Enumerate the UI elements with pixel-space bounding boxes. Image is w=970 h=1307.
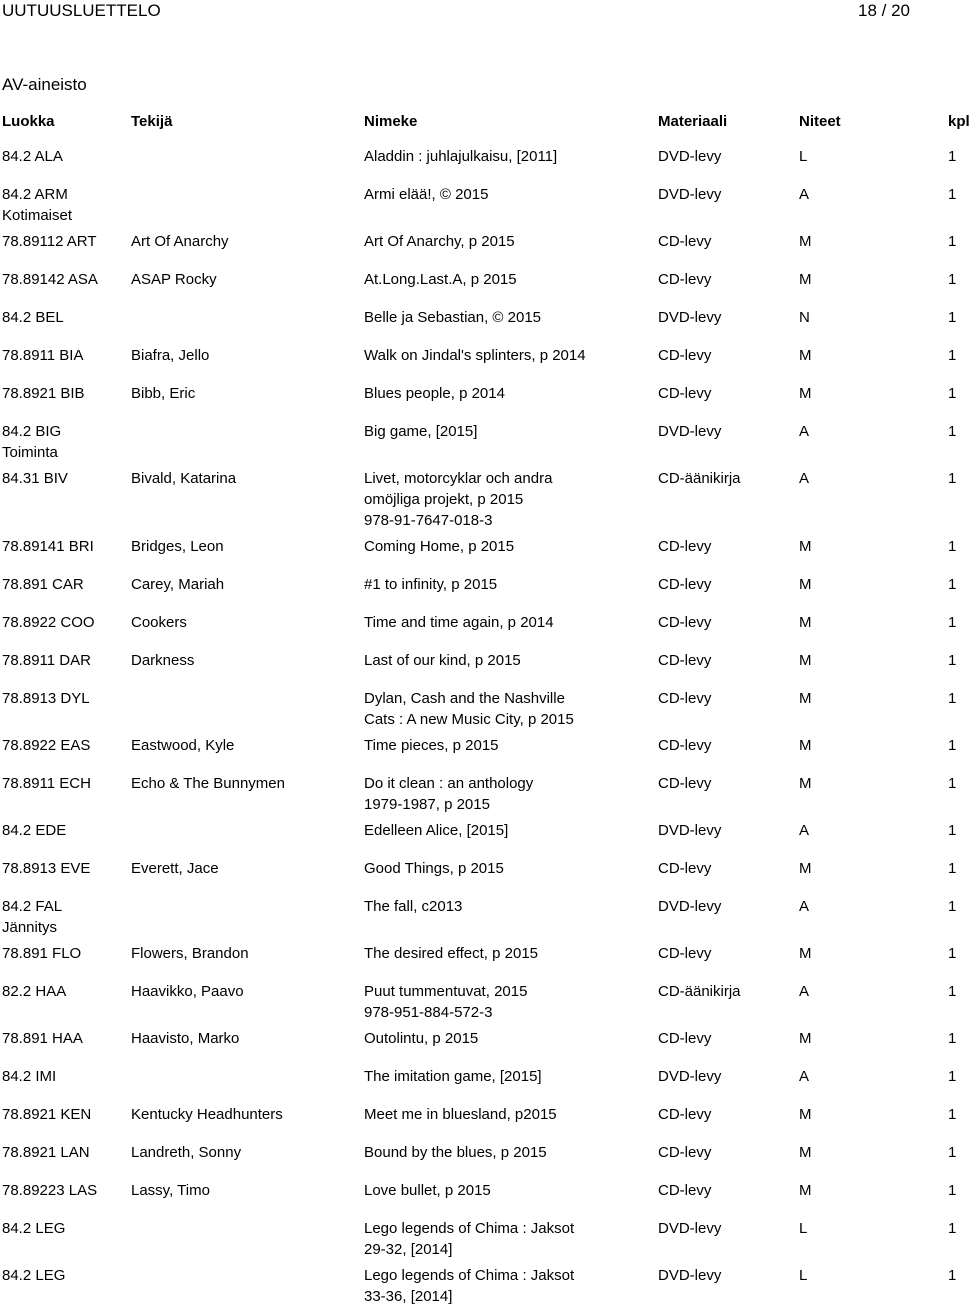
row-kpl: 1 <box>948 576 957 593</box>
row-luokka: 78.8921 KEN <box>2 1106 92 1123</box>
row-kpl: 1 <box>948 1220 957 1237</box>
row-materiaali: CD-levy <box>658 1182 712 1199</box>
row-nimeke: Aladdin : juhlajulkaisu, [2011] <box>364 148 558 165</box>
column-header-luokka: Luokka <box>2 113 55 130</box>
row-kpl: 1 <box>948 690 957 707</box>
row-niteet: M <box>799 614 812 631</box>
row-kpl: 1 <box>948 775 957 792</box>
row-materiaali: DVD-levy <box>658 148 722 165</box>
row-kpl: 1 <box>948 309 957 326</box>
row-materiaali: CD-levy <box>658 385 712 402</box>
row-luokka: 84.2 FAL <box>2 898 63 915</box>
row-materiaali: CD-levy <box>658 945 712 962</box>
row-nimeke: Armi elää!, © 2015 <box>364 186 489 203</box>
row-tekija: Lassy, Timo <box>131 1182 210 1199</box>
row-tekija: Flowers, Brandon <box>131 945 249 962</box>
row-nimeke: 978-91-7647-018-3 <box>364 512 493 529</box>
row-nimeke: At.Long.Last.A, p 2015 <box>364 271 517 288</box>
row-nimeke: Coming Home, p 2015 <box>364 538 515 555</box>
row-kpl: 1 <box>948 898 957 915</box>
section-title: AV-aineisto <box>2 75 87 94</box>
row-luokka: 84.2 LEG <box>2 1267 66 1284</box>
row-niteet: M <box>799 538 812 555</box>
column-header-nimeke: Nimeke <box>364 113 418 130</box>
row-luokka: 84.2 LEG <box>2 1220 66 1237</box>
row-kpl: 1 <box>948 737 957 754</box>
row-nimeke: Last of our kind, p 2015 <box>364 652 521 669</box>
row-materiaali: CD-levy <box>658 737 712 754</box>
row-niteet: M <box>799 775 812 792</box>
row-nimeke: Lego legends of Chima : Jaksot <box>364 1220 575 1237</box>
row-niteet: M <box>799 347 812 364</box>
row-luokka: 78.89142 ASA <box>2 271 98 288</box>
row-materiaali: DVD-levy <box>658 309 722 326</box>
row-tekija: Haavikko, Paavo <box>131 983 244 1000</box>
row-niteet: M <box>799 576 812 593</box>
row-nimeke: Good Things, p 2015 <box>364 860 504 877</box>
row-nimeke: Cats : A new Music City, p 2015 <box>364 711 574 728</box>
row-luokka: 78.8911 ECH <box>2 775 91 792</box>
row-nimeke: omöjliga projekt, p 2015 <box>364 491 524 508</box>
row-niteet: M <box>799 233 812 250</box>
row-tekija: Biafra, Jello <box>131 347 210 364</box>
row-kpl: 1 <box>948 423 957 440</box>
document-title: UUTUUSLUETTELO <box>2 1 161 20</box>
row-luokka: 78.8911 BIA <box>2 347 84 364</box>
row-niteet: M <box>799 860 812 877</box>
row-luokka: 84.2 BIG <box>2 423 62 440</box>
row-tekija: Darkness <box>131 652 195 669</box>
row-kpl: 1 <box>948 822 957 839</box>
row-nimeke: The imitation game, [2015] <box>364 1068 542 1085</box>
row-luokka: 84.2 EDE <box>2 822 67 839</box>
row-niteet: L <box>799 148 808 165</box>
row-nimeke: Time pieces, p 2015 <box>364 737 499 754</box>
row-nimeke: Lego legends of Chima : Jaksot <box>364 1267 575 1284</box>
row-kpl: 1 <box>948 470 957 487</box>
row-nimeke: Art Of Anarchy, p 2015 <box>364 233 515 250</box>
row-kpl: 1 <box>948 385 957 402</box>
row-luokka: 78.8921 BIB <box>2 385 85 402</box>
row-materiaali: CD-levy <box>658 271 712 288</box>
row-niteet: A <box>799 186 810 203</box>
row-nimeke: The fall, c2013 <box>364 898 463 915</box>
row-materiaali: CD-levy <box>658 1030 712 1047</box>
row-niteet: A <box>799 983 810 1000</box>
row-niteet: L <box>799 1267 808 1284</box>
row-kpl: 1 <box>948 1144 957 1161</box>
row-materiaali: DVD-levy <box>658 1267 722 1284</box>
row-luokka: Kotimaiset <box>2 207 73 224</box>
row-materiaali: DVD-levy <box>658 1220 722 1237</box>
row-materiaali: DVD-levy <box>658 1068 722 1085</box>
row-luokka: 78.89141 BRI <box>2 538 94 555</box>
row-nimeke: Livet, motorcyklar och andra <box>364 470 553 487</box>
row-luokka: 78.8913 DYL <box>2 690 90 707</box>
row-kpl: 1 <box>948 347 957 364</box>
row-materiaali: CD-levy <box>658 690 712 707</box>
row-nimeke: Big game, [2015] <box>364 423 478 440</box>
row-luokka: 78.8921 LAN <box>2 1144 90 1161</box>
row-nimeke: Love bullet, p 2015 <box>364 1182 491 1199</box>
row-luokka: 82.2 HAA <box>2 983 67 1000</box>
column-header-materiaali: Materiaali <box>658 113 728 130</box>
row-niteet: M <box>799 271 812 288</box>
row-nimeke: 29-32, [2014] <box>364 1241 453 1258</box>
row-materiaali: CD-levy <box>658 775 712 792</box>
row-luokka: 84.2 IMI <box>2 1068 57 1085</box>
row-nimeke: The desired effect, p 2015 <box>364 945 539 962</box>
row-kpl: 1 <box>948 614 957 631</box>
row-nimeke: Walk on Jindal's splinters, p 2014 <box>364 347 586 364</box>
column-header-tekija: Tekijä <box>131 113 173 130</box>
row-nimeke: Outolintu, p 2015 <box>364 1030 479 1047</box>
row-tekija: Haavisto, Marko <box>131 1030 240 1047</box>
row-nimeke: Belle ja Sebastian, © 2015 <box>364 309 542 326</box>
row-nimeke: Do it clean : an anthology <box>364 775 534 792</box>
row-nimeke: Time and time again, p 2014 <box>364 614 554 631</box>
row-materiaali: CD-levy <box>658 576 712 593</box>
row-kpl: 1 <box>948 860 957 877</box>
row-materiaali: CD-levy <box>658 652 712 669</box>
row-kpl: 1 <box>948 1182 957 1199</box>
row-luokka: Jännitys <box>2 919 58 936</box>
row-niteet: M <box>799 737 812 754</box>
row-kpl: 1 <box>948 945 957 962</box>
row-tekija: Everett, Jace <box>131 860 219 877</box>
row-kpl: 1 <box>948 1030 957 1047</box>
row-kpl: 1 <box>948 1267 957 1284</box>
row-materiaali: CD-levy <box>658 860 712 877</box>
row-nimeke: #1 to infinity, p 2015 <box>364 576 498 593</box>
row-luokka: 78.891 CAR <box>2 576 84 593</box>
row-kpl: 1 <box>948 1068 957 1085</box>
row-kpl: 1 <box>948 148 957 165</box>
row-tekija: Landreth, Sonny <box>131 1144 242 1161</box>
row-luokka: 78.891 HAA <box>2 1030 83 1047</box>
row-luokka: 78.89223 LAS <box>2 1182 98 1199</box>
page-number: 18 / 20 <box>858 1 910 20</box>
row-nimeke: Blues people, p 2014 <box>364 385 505 402</box>
row-niteet: M <box>799 652 812 669</box>
row-materiaali: CD-levy <box>658 347 712 364</box>
row-luokka: 78.8913 EVE <box>2 860 91 877</box>
row-materiaali: CD-levy <box>658 614 712 631</box>
row-materiaali: CD-levy <box>658 1144 712 1161</box>
row-tekija: Bibb, Eric <box>131 385 196 402</box>
column-header-kpl: kpl <box>948 113 970 130</box>
row-niteet: A <box>799 822 810 839</box>
row-kpl: 1 <box>948 1106 957 1123</box>
row-niteet: A <box>799 898 810 915</box>
row-nimeke: Meet me in bluesland, p2015 <box>364 1106 557 1123</box>
row-materiaali: CD-levy <box>658 1106 712 1123</box>
row-nimeke: 1979-1987, p 2015 <box>364 796 490 813</box>
row-niteet: A <box>799 470 810 487</box>
row-tekija: Art Of Anarchy <box>131 233 229 250</box>
row-niteet: A <box>799 423 810 440</box>
row-nimeke: Edelleen Alice, [2015] <box>364 822 509 839</box>
row-luokka: 78.8911 DAR <box>2 652 91 669</box>
row-luokka: 78.89112 ART <box>2 233 97 250</box>
row-niteet: L <box>799 1220 808 1237</box>
row-luokka: 78.8922 COO <box>2 614 95 631</box>
row-materiaali: DVD-levy <box>658 186 722 203</box>
row-niteet: M <box>799 1182 812 1199</box>
row-kpl: 1 <box>948 186 957 203</box>
row-tekija: Eastwood, Kyle <box>131 737 235 754</box>
row-niteet: M <box>799 945 812 962</box>
row-luokka: Toiminta <box>2 444 58 461</box>
row-kpl: 1 <box>948 538 957 555</box>
row-materiaali: CD-levy <box>658 233 712 250</box>
row-niteet: M <box>799 385 812 402</box>
row-niteet: M <box>799 1030 812 1047</box>
row-luokka: 78.8922 EAS <box>2 737 91 754</box>
row-tekija: Kentucky Headhunters <box>131 1106 283 1123</box>
row-niteet: A <box>799 1068 810 1085</box>
row-nimeke: Puut tummentuvat, 2015 <box>364 983 528 1000</box>
row-tekija: Bivald, Katarina <box>131 470 237 487</box>
row-niteet: M <box>799 1106 812 1123</box>
row-tekija: ASAP Rocky <box>131 271 217 288</box>
row-tekija: Cookers <box>131 614 187 631</box>
row-nimeke: Dylan, Cash and the Nashville <box>364 690 565 707</box>
row-materiaali: CD-levy <box>658 538 712 555</box>
row-kpl: 1 <box>948 652 957 669</box>
row-luokka: 84.2 ARM <box>2 186 68 203</box>
row-niteet: M <box>799 690 812 707</box>
row-kpl: 1 <box>948 271 957 288</box>
row-tekija: Carey, Mariah <box>131 576 225 593</box>
row-niteet: N <box>799 309 810 326</box>
row-materiaali: CD-äänikirja <box>658 470 741 487</box>
row-kpl: 1 <box>948 983 957 1000</box>
row-materiaali: DVD-levy <box>658 423 722 440</box>
row-niteet: M <box>799 1144 812 1161</box>
row-luokka: 84.2 ALA <box>2 148 63 165</box>
row-kpl: 1 <box>948 233 957 250</box>
row-materiaali: DVD-levy <box>658 822 722 839</box>
row-nimeke: Bound by the blues, p 2015 <box>364 1144 547 1161</box>
row-materiaali: CD-äänikirja <box>658 983 741 1000</box>
row-luokka: 84.2 BEL <box>2 309 64 326</box>
row-nimeke: 33-36, [2014] <box>364 1288 453 1305</box>
row-luokka: 78.891 FLO <box>2 945 82 962</box>
row-materiaali: DVD-levy <box>658 898 722 915</box>
row-luokka: 84.31 BIV <box>2 470 68 487</box>
row-nimeke: 978-951-884-572-3 <box>364 1004 493 1021</box>
column-header-niteet: Niteet <box>799 113 841 130</box>
row-tekija: Bridges, Leon <box>131 538 224 555</box>
row-tekija: Echo & The Bunnymen <box>131 775 285 792</box>
